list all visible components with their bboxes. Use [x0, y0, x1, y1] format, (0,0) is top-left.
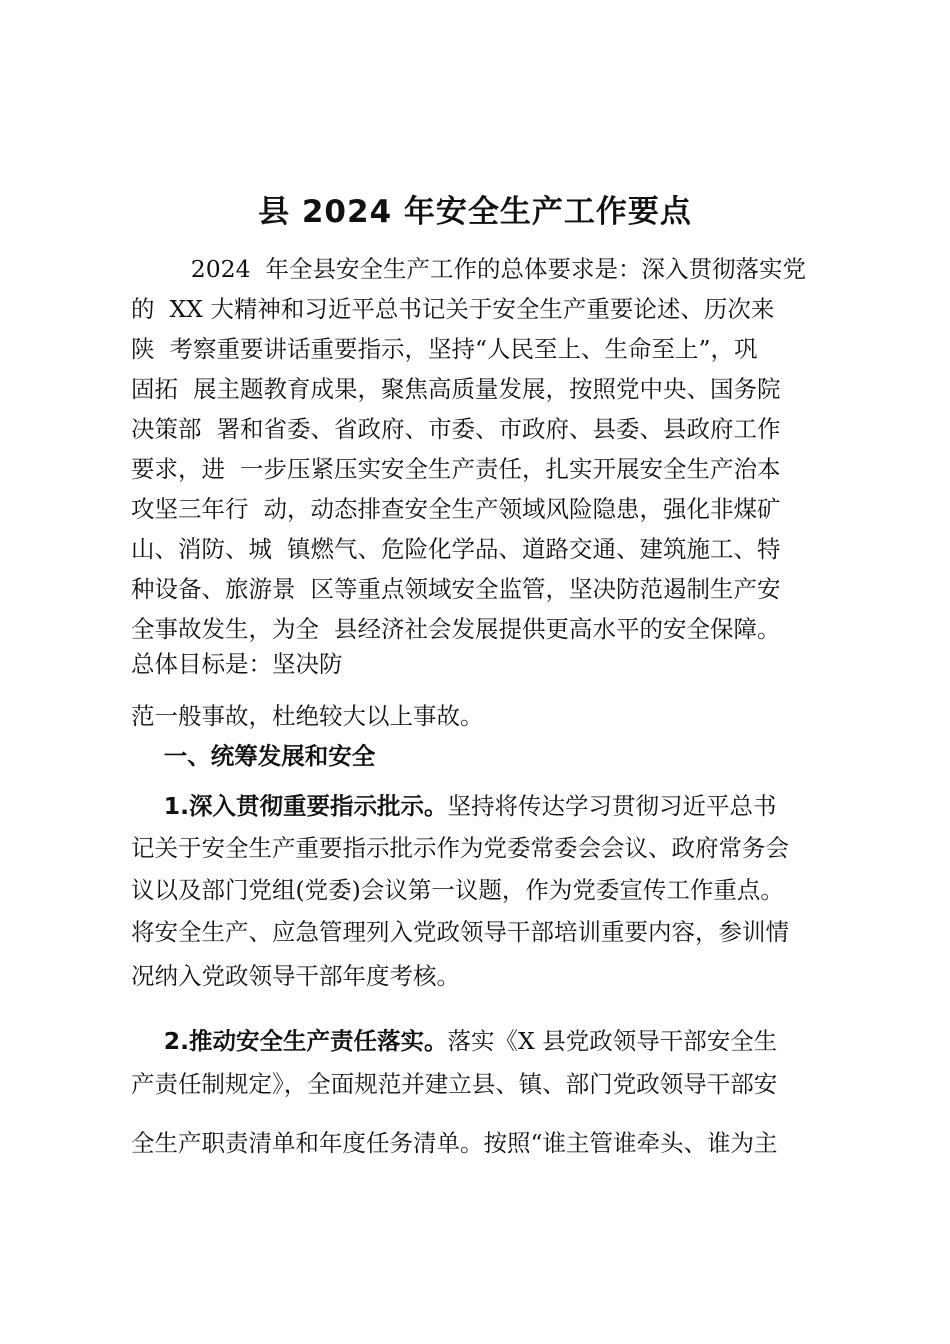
intro-line: 决策部 署和省委、省政府、市委、市政府、县委、县政府工作: [131, 415, 781, 443]
item-1-line: 况纳入党政领导干部年度考核。: [131, 962, 460, 990]
intro-line: 攻坚三年行 动，动态排查安全生产领域风险隐患，强化非煤矿: [131, 495, 781, 523]
intro-line: 全事故发生，为全 县经济社会发展提供更高水平的安全保障。: [131, 615, 781, 643]
item-1-line: 议以及部门党组(党委)会议第一议题，作为党委宣传工作重点。: [131, 876, 784, 904]
intro-line: 总体目标是：坚决防: [131, 650, 343, 678]
intro-line: 2024 年全县安全生产工作的总体要求是：深入贯彻落实党: [131, 255, 807, 283]
intro-line: 陕 考察重要讲话重要指示，坚持“人民至上、生命至上”，巩: [131, 335, 758, 363]
item-2-line: 产责任制规定》，全面规范并建立县、镇、部门党政领导干部安: [131, 1070, 778, 1098]
intro-line: 山、消防、城 镇燃气、危险化学品、道路交通、建筑施工、特: [131, 535, 781, 563]
item-2-first-line-rest: 落实《X 县党政领导干部安全生: [447, 1027, 778, 1055]
item-1-line: 将安全生产、应急管理列入党政领导干部培训重要内容，参训情: [131, 918, 789, 946]
section-heading: 一、统筹发展和安全: [131, 742, 376, 770]
item-2-line: 全生产职责清单和年度任务清单。按照“谁主管谁牵头、谁为主: [131, 1129, 778, 1157]
intro-line: 要求，进 一步压紧压实安全生产责任，扎实开展安全生产治本: [131, 455, 781, 483]
document-title: 县 2024 年安全生产工作要点: [258, 194, 692, 230]
item-1-first-line-rest: 坚持将传达学习贯彻习近平总书: [447, 792, 777, 820]
intro-line: 种设备、旅游景 区等重点领域安全监管，坚决防范遏制生产安: [131, 575, 781, 603]
item-1-first-line: [131, 788, 831, 824]
item-1-line: 记关于安全生产重要指示批示作为党委常委会会议、政府常务会: [131, 834, 789, 862]
item-2-lead: 2.推动安全生产责任落实。: [131, 1027, 448, 1055]
intro-line: 固拓 展主题教育成果，聚焦高质量发展，按照党中央、国务院: [131, 375, 781, 403]
item-1-lead: 1.深入贯彻重要指示批示。: [131, 792, 448, 820]
intro-tail-line: 范一般事故，杜绝较大以上事故。: [131, 702, 484, 730]
item-2-first-line: [131, 1023, 831, 1059]
intro-line: 的 XX 大精神和习近平总书记关于安全生产重要论述、历次来: [131, 295, 775, 323]
